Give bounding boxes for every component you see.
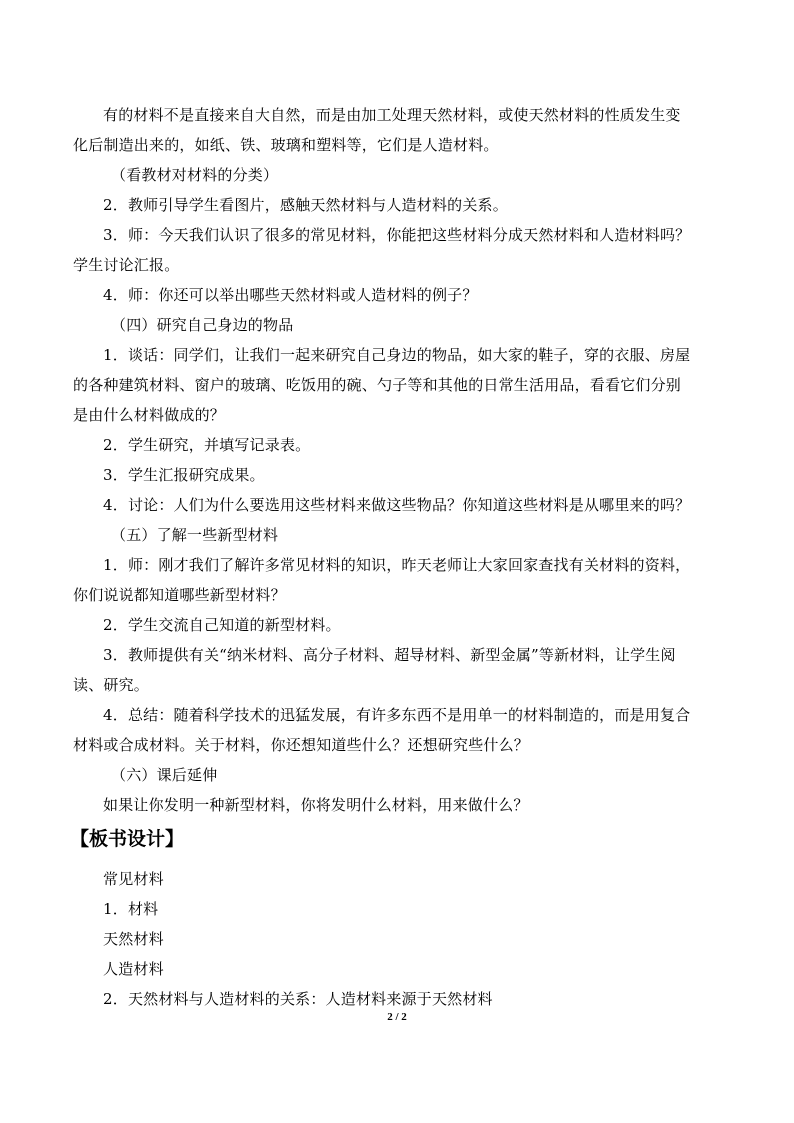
board-subitem: 人造材料: [103, 960, 164, 978]
paragraph-line: 4．师：你还可以举出哪些天然材料或人造材料的例子？: [103, 286, 478, 304]
paragraph-line: 化后制造出来的，如纸、铁、玻璃和塑料等，它们是人造材料。: [73, 136, 499, 154]
paragraph-line: 2．学生研究，并填写记录表。: [103, 436, 311, 454]
paragraph-line: 有的材料不是直接来自大自然，而是由加工处理天然材料，或使天然材料的性质发生变: [103, 106, 681, 124]
paragraph-line: 4．讨论：人们为什么要选用这些材料来做这些物品？你知道这些材料是从哪里来的吗？: [103, 496, 691, 514]
paragraph-line: 2．教师引导学生看图片，感触天然材料与人造材料的关系。: [103, 196, 508, 214]
paragraph-line: 3．学生汇报研究成果。: [103, 466, 265, 484]
paragraph-line: 是由什么材料做成的？: [73, 406, 226, 424]
paragraph-line: 2．学生交流自己知道的新型材料。: [103, 616, 341, 634]
paragraph-line: 材料或合成材料。关于材料，你还想知道些什么？还想研究些什么？: [73, 736, 530, 754]
paragraph-line: 的各种建筑材料、窗户的玻璃、吃饭用的碗、勺子等和其他的日常生活用品，看看它们分别: [73, 376, 682, 394]
paragraph-line: 3．师：今天我们认识了很多的常见材料，你能把这些材料分成天然材料和人造材料吗？: [103, 226, 691, 244]
board-title: 常见材料: [103, 870, 164, 888]
paragraph-line: 读、研究。: [73, 676, 150, 694]
paragraph-line: （看教材对材料的分类）: [111, 166, 279, 184]
board-subitem: 天然材料: [103, 930, 164, 948]
board-design-heading: 【板书设计】: [70, 828, 185, 850]
paragraph-line: 学生讨论汇报。: [73, 256, 180, 274]
subsection-heading: （四）研究自己身边的物品: [111, 316, 294, 334]
subsection-heading: （五）了解一些新型材料: [111, 526, 279, 544]
paragraph-line: 1．师：刚才我们了解许多常见材料的知识，昨天老师让大家回家查找有关材料的资料，: [103, 556, 691, 574]
subsection-heading: （六）课后延伸: [111, 766, 218, 784]
board-item: 2．天然材料与人造材料的关系：人造材料来源于天然材料: [103, 990, 493, 1008]
page-content: [70, 100, 733, 1014]
paragraph-line: 1．谈话：同学们，让我们一起来研究自己身边的物品，如大家的鞋子，穿的衣服、房屋: [103, 346, 691, 364]
board-item: 1．材料: [103, 900, 159, 918]
paragraph-line: 你们说说都知道哪些新型材料？: [73, 586, 286, 604]
paragraph-line: 4．总结：随着科学技术的迅猛发展，有许多东西不是用单一的材料制造的，而是用复合: [103, 706, 691, 724]
paragraph-line: 如果让你发明一种新型材料，你将发明什么材料，用来做什么？: [103, 796, 529, 814]
paragraph-line: 3．教师提供有关“纳米材料、高分子材料、超导材料、新型金属”等新材料，让学生阅: [103, 646, 676, 664]
page-number: 2 / 2: [387, 1011, 407, 1023]
board-design-block: [73, 864, 733, 1014]
